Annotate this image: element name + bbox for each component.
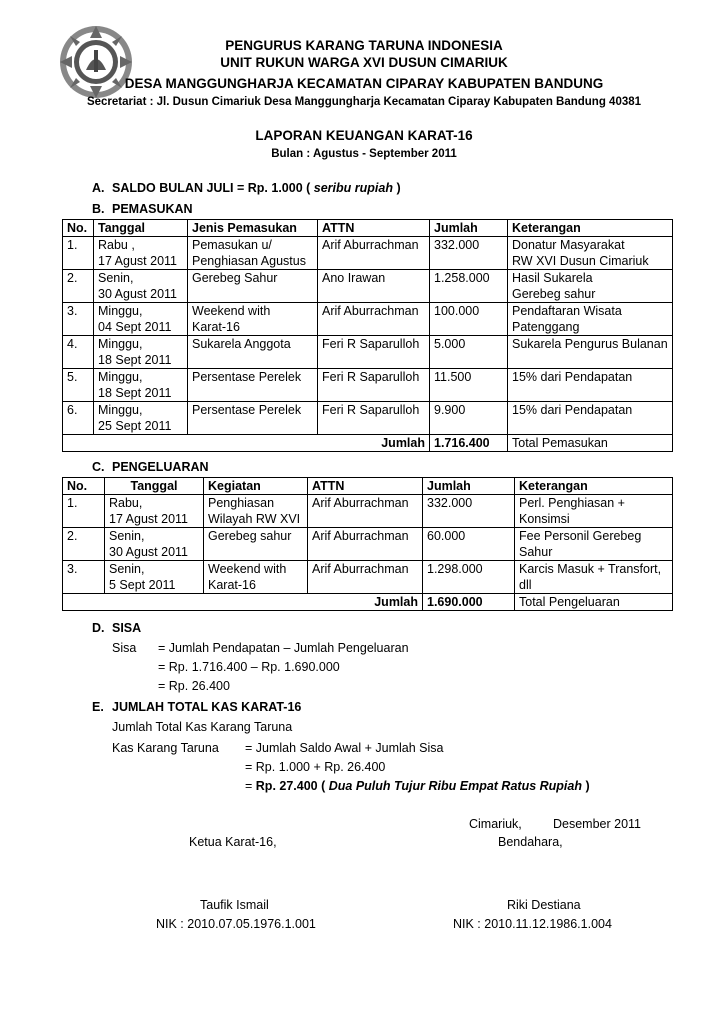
table-row — [63, 369, 673, 402]
row-amount: 100.000 — [430, 303, 508, 336]
section-c-title: PENGELUARAN — [112, 460, 209, 474]
row-amount: 1.298.000 — [423, 561, 515, 594]
row-note: Perl. Penghiasan + Konsimsi — [515, 495, 673, 528]
kas-label: Kas Karang Taruna — [112, 741, 219, 755]
row-type: Pemasukan u/ Penghiasan Agustus — [188, 237, 318, 270]
row-amount: 332.000 — [430, 237, 508, 270]
row-date: Minggu, 18 Sept 2011 — [94, 336, 188, 369]
row-attn: Arif Aburrachman — [308, 495, 423, 528]
total-label: Jumlah — [63, 594, 423, 611]
secretariat-address: Secretariat : Jl. Dusun Cimariuk Desa Manggungharja Kecamatan Ciparay Kabupaten Bandung 40381 — [86, 96, 642, 108]
col-header: No. — [63, 220, 94, 237]
row-date: Senin, 30 Agust 2011 — [105, 528, 204, 561]
left-signer-nik: NIK : 2010.07.05.1976.1.001 — [156, 917, 316, 931]
row-date: Minggu, 18 Sept 2011 — [94, 369, 188, 402]
left-signer-name: Taufik Ismail — [200, 898, 269, 912]
row-no: 6. — [63, 402, 94, 435]
section-c-label: C. — [92, 460, 105, 474]
row-amount: 60.000 — [423, 528, 515, 561]
report-period: Bulan : Agustus - September 2011 — [271, 148, 457, 160]
col-header: ATTN — [308, 478, 423, 495]
col-header: Kegiatan — [204, 478, 308, 495]
row-note: Karcis Masuk + Transfort, dll — [515, 561, 673, 594]
table-row — [63, 270, 673, 303]
table-row — [63, 528, 673, 561]
row-note: Sukarela Pengurus Bulanan — [508, 336, 673, 369]
total-label: Jumlah — [63, 435, 430, 452]
row-date: Rabu , 17 Agust 2011 — [94, 237, 188, 270]
row-activity: Weekend with Karat-16 — [204, 561, 308, 594]
row-note: 15% dari Pendapatan — [508, 369, 673, 402]
sisa-word: Sisa — [112, 641, 137, 655]
col-header: Keterangan — [515, 478, 673, 495]
opening-balance: SALDO BULAN JULI = Rp. 1.000 ( seribu rupiah ) — [112, 181, 401, 195]
section-b-label: B. — [92, 202, 105, 216]
kas-calc: = Rp. 1.000 + Rp. 26.400 — [245, 760, 386, 774]
sisa-formula: = Jumlah Pendapatan – Jumlah Pengeluaran — [158, 641, 409, 655]
total-income-note: Total Pemasukan — [508, 435, 673, 452]
col-header: Jenis Pemasukan — [188, 220, 318, 237]
row-activity: Gerebeg sahur — [204, 528, 308, 561]
col-header: Tanggal — [105, 478, 204, 495]
row-attn: Arif Aburrachman — [318, 237, 430, 270]
row-type: Sukarela Anggota — [188, 336, 318, 369]
table-row — [63, 402, 673, 435]
section-d-label: D. — [92, 621, 105, 635]
row-date: Minggu, 04 Sept 2011 — [94, 303, 188, 336]
row-note: Donatur Masyarakat RW XVI Dusun Cimariuk — [508, 237, 673, 270]
row-no: 1. — [63, 237, 94, 270]
row-type: Gerebeg Sahur — [188, 270, 318, 303]
sisa-result: = Rp. 26.400 — [158, 679, 230, 693]
expense-total-row — [63, 594, 673, 611]
row-attn: Arif Aburrachman — [318, 303, 430, 336]
expense-table — [62, 477, 673, 611]
signature-place: Cimariuk, — [469, 817, 522, 831]
row-note: Fee Personil Gerebeg Sahur — [515, 528, 673, 561]
row-date: Senin, 30 Agust 2011 — [94, 270, 188, 303]
col-header: No. — [63, 478, 105, 495]
section-e-label: E. — [92, 700, 104, 714]
row-attn: Feri R Saparulloh — [318, 336, 430, 369]
row-attn: Feri R Saparulloh — [318, 369, 430, 402]
row-note: 15% dari Pendapatan — [508, 402, 673, 435]
total-income-value: 1.716.400 — [430, 435, 508, 452]
row-attn: Arif Aburrachman — [308, 561, 423, 594]
row-type: Weekend with Karat-16 — [188, 303, 318, 336]
income-table — [62, 219, 673, 452]
org-name: PENGURUS KARANG TARUNA INDONESIA — [225, 38, 503, 53]
income-table-header — [63, 220, 673, 237]
unit-name: UNIT RUKUN WARGA XVI DUSUN CIMARIUK — [220, 55, 508, 70]
row-amount: 5.000 — [430, 336, 508, 369]
signature-date: Desember 2011 — [553, 817, 642, 831]
row-attn: Arif Aburrachman — [308, 528, 423, 561]
kas-formula: = Jumlah Saldo Awal + Jumlah Sisa — [245, 741, 444, 755]
total-expense-value: 1.690.000 — [423, 594, 515, 611]
row-date: Minggu, 25 Sept 2011 — [94, 402, 188, 435]
row-activity: Penghiasan Wilayah RW XVI — [204, 495, 308, 528]
row-note: Pendaftaran Wisata Patenggang — [508, 303, 673, 336]
row-no: 5. — [63, 369, 94, 402]
row-no: 2. — [63, 528, 105, 561]
right-signer-nik: NIK : 2010.11.12.1986.1.004 — [453, 917, 612, 931]
row-amount: 1.258.000 — [430, 270, 508, 303]
section-a-label: A. — [92, 181, 105, 195]
row-type: Persentase Perelek — [188, 402, 318, 435]
section-d-title: SISA — [112, 621, 142, 635]
report-title: LAPORAN KEUANGAN KARAT-16 — [255, 128, 473, 143]
col-header: Jumlah — [430, 220, 508, 237]
table-row — [63, 336, 673, 369]
col-header: Jumlah — [423, 478, 515, 495]
section-b-title: PEMASUKAN — [112, 202, 193, 216]
row-amount: 9.900 — [430, 402, 508, 435]
income-total-row — [63, 435, 673, 452]
right-signer-role: Bendahara, — [498, 835, 563, 849]
sisa-calc: = Rp. 1.716.400 – Rp. 1.690.000 — [158, 660, 340, 674]
row-date: Senin, 5 Sept 2011 — [105, 561, 204, 594]
col-header: ATTN — [318, 220, 430, 237]
row-date: Rabu, 17 Agust 2011 — [105, 495, 204, 528]
total-expense-note: Total Pengeluaran — [515, 594, 673, 611]
row-attn: Feri R Saparulloh — [318, 402, 430, 435]
col-header: Tanggal — [94, 220, 188, 237]
section-e-title: JUMLAH TOTAL KAS KARAT-16 — [112, 700, 302, 714]
left-signer-role: Ketua Karat-16, — [189, 835, 277, 849]
row-attn: Ano Irawan — [318, 270, 430, 303]
row-amount: 11.500 — [430, 369, 508, 402]
expense-table-header — [63, 478, 673, 495]
table-row — [63, 237, 673, 270]
row-no: 2. — [63, 270, 94, 303]
table-row — [63, 303, 673, 336]
table-row — [63, 561, 673, 594]
kas-total-line: Jumlah Total Kas Karang Taruna — [112, 720, 293, 734]
village-name: DESA MANGGUNGHARJA KECAMATAN CIPARAY KABUPATEN BANDUNG — [124, 76, 604, 91]
row-no: 4. — [63, 336, 94, 369]
kas-result: = Rp. 27.400 ( Dua Puluh Tujur Ribu Empat Ratus Rupiah ) — [245, 779, 590, 793]
table-row — [63, 495, 673, 528]
right-signer-name: Riki Destiana — [507, 898, 581, 912]
col-header: Keterangan — [508, 220, 673, 237]
row-note: Hasil Sukarela Gerebeg sahur — [508, 270, 673, 303]
row-type: Persentase Perelek — [188, 369, 318, 402]
row-amount: 332.000 — [423, 495, 515, 528]
row-no: 1. — [63, 495, 105, 528]
row-no: 3. — [63, 561, 105, 594]
row-no: 3. — [63, 303, 94, 336]
